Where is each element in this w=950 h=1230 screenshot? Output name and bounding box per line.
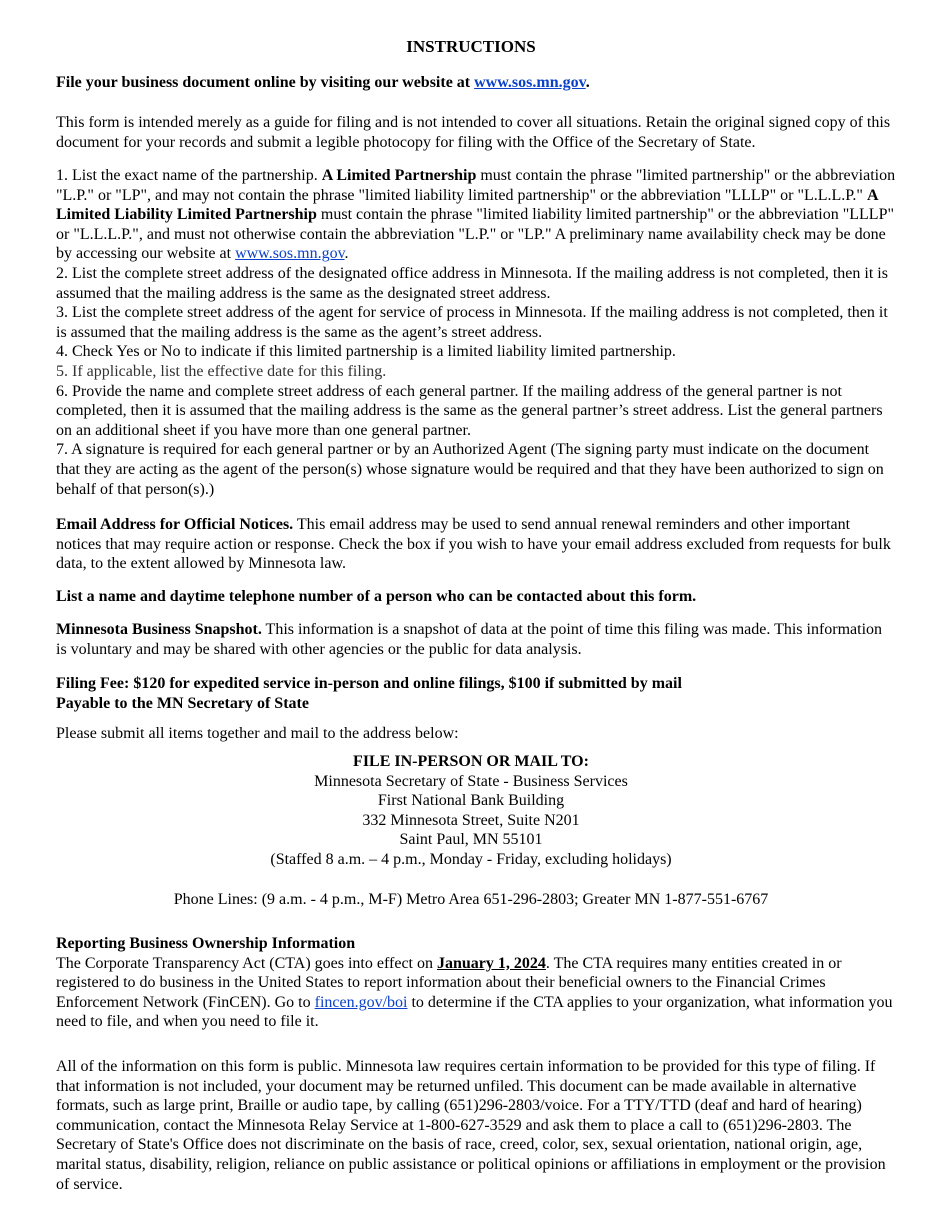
contact-notice: List a name and daytime telephone number of a person who can be contacted about this form. xyxy=(56,588,697,605)
boi-heading: Reporting Business Ownership Information xyxy=(56,935,356,952)
phone-lines: Phone Lines: (9 a.m. - 4 p.m., M-F) Metro Area 651-296-2803; Greater MN 1-877-551-6767 xyxy=(173,891,769,908)
snapshot-notice: Minnesota Business Snapshot. This information is a snapshot of data at the point of time this filing was made. This information is voluntary and may be shared with other agencies or the public for data analysis. xyxy=(56,621,883,658)
instruction-list xyxy=(56,166,896,499)
instruction-item-5: 5. If applicable, list the effective date for this filing. xyxy=(56,362,387,380)
fincen-link[interactable]: fincen.gov/boi xyxy=(314,993,408,1011)
name-check-link[interactable]: www.sos.mn.gov xyxy=(235,245,345,263)
instruction-item-2: 2. List the complete street address of the designated office address in Minnesota. If the mailing address is not completed, then it is assumed that the mailing address is the same as the designated street address. xyxy=(56,264,888,302)
instruction-item-7: 7. A signature is required for each general partner or by an Authorized Agent (The signing party must indicate on the document that they are acting as the agent of the person(s) whose signature would be required and that they have been authorized to sign on behalf of that person(s).) xyxy=(56,441,884,498)
instruction-item-3: 3. List the complete street address of the agent for service of process in Minnesota. If the mailing address is not completed, then it is assumed that the mailing address is the same as the agent’s street address. xyxy=(56,304,888,341)
sos-website-link[interactable]: www.sos.mn.gov xyxy=(474,74,586,91)
boi-section xyxy=(56,934,896,1032)
online-filing-notice: File your business document online by visiting our website at www.sos.mn.gov. xyxy=(56,74,590,91)
email-notice: Email Address for Official Notices. This email address may be used to send annual renewal reminders and other important notices that may require action or response. Check the box if you wish to have your email address excluded from requests for bulk data, to the extent allowed by Minnesota law. xyxy=(56,516,891,573)
page-title: INSTRUCTIONS xyxy=(406,37,536,56)
submit-notice: Please submit all items together and mail to the address below: xyxy=(56,725,459,742)
boi-text: The Corporate Transparency Act (CTA) goes into effect on January 1, 2024. The CTA requires many entities created in or registered to do business in the United States to report information about their beneficial owners to the Financial Crimes Enforcement Network (FinCEN). Go to fincen.gov/boi to determine if the CTA applies to your organization, what information you need to file, and when you need to file it. xyxy=(56,954,893,1031)
guide-paragraph: This form is intended merely as a guide for filing and is not intended to cover all situations. Retain the original signed copy of this document for your records and submit a legible photocopy for filing with the Office of the Secretary of State. xyxy=(56,114,891,151)
instruction-item-1: 1. List the exact name of the partnership. A Limited Partnership must contain the phrase "limited partnership" or the abbreviation "L.P." or "LP", and may not contain the phrase "limited liability limited partnership" or the abbreviation "LLLP" or "L.L.L.P." A Limited Liability Limited Partnership must contain the phrase "limited liability limited partnership" or the abbreviation "LLLP" or "L.L.L.P.", and must not otherwise contain the abbreviation "L.P." or "LP." A preliminary name availability check may be done by accessing our website at www.sos.mn.gov. xyxy=(56,167,896,263)
public-info-notice: All of the information on this form is public. Minnesota law requires certain information to be provided for this type of filing. If that information is not included, your document may be returned unfiled. This document can be made available in alternative formats, such as large print, Braille or audio tape, by calling (651)296-2803/voice. For a TTY/TTD (deaf and hard of hearing) communication, contact the Minnesota Relay Service at 1-800-627-3529 and ask them to place a call to (651)296-2803. The Secretary of State's Office does not discriminate on the basis of race, creed, color, sex, sexual orientation, national origin, age, marital status, disability, religion, reliance on public assistance or political opinions or affiliations in employment or the provision of service. xyxy=(56,1058,886,1193)
filing-fee: Filing Fee: $120 for expedited service in-person and online filings, $100 if submitted by mail Payable to the MN Secretary of State xyxy=(56,675,682,712)
instruction-item-6: 6. Provide the name and complete street address of each general partner. If the mailing address of the general partner is not completed, then it is assumed that the mailing address is the same as the general partner’s street address. List the general partners on an additional sheet if you have more than one general partner. xyxy=(56,382,883,439)
instruction-item-4: 4. Check Yes or No to indicate if this limited partnership is a limited liability limited partnership. xyxy=(56,343,676,361)
mailing-address: FILE IN-PERSON OR MAIL TO: Minnesota Secretary of State - Business Services First National Bank Building 332 Minnesota Street, Suite N201 Saint Paul, MN 55101 (Staffed 8 a.m. – 4 p.m., Monday - Friday, excluding holidays) xyxy=(270,753,672,868)
